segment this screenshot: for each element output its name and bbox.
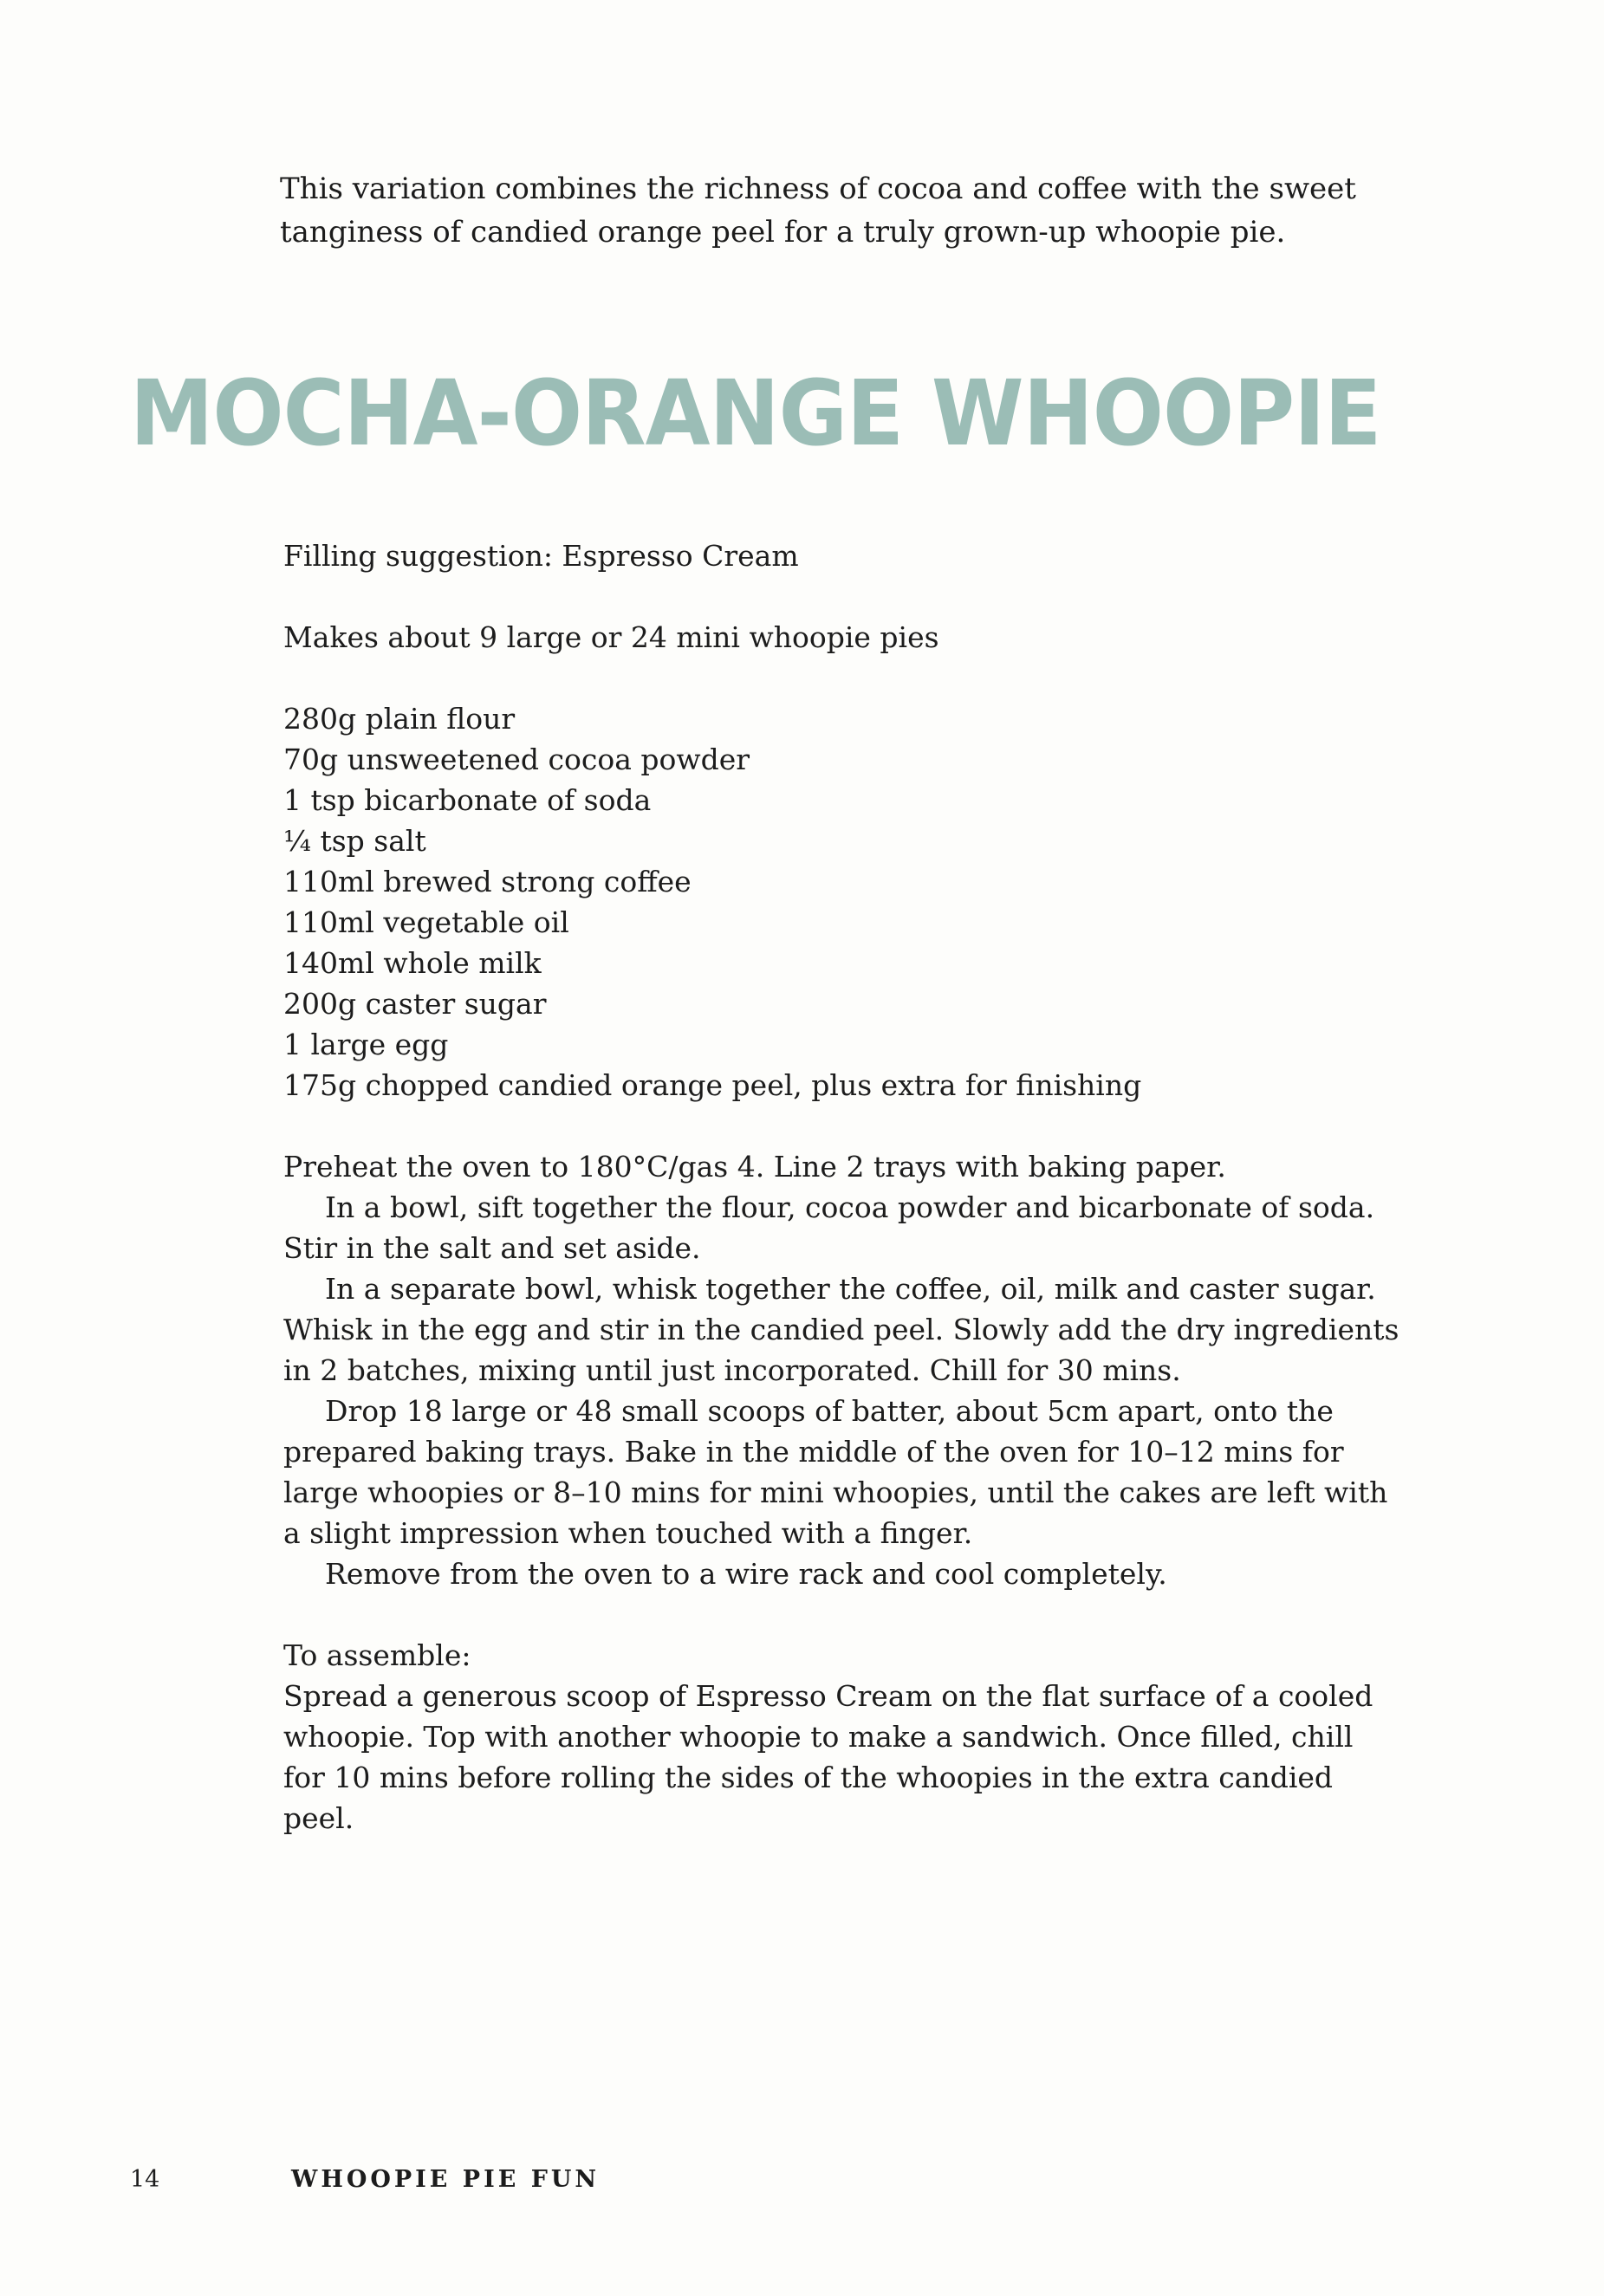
filling-suggestion: Filling suggestion: Espresso Cream bbox=[283, 539, 799, 573]
method-step: Drop 18 large or 48 small scoops of batter, about 5cm apart, onto the prepared baking trays. Bake in the middle of the oven for 10–12 mins for large whoopies or 8–10 mins for mini whoopies, until the cakes are left with a slight impression when touched with a finger. bbox=[283, 1394, 1388, 1550]
running-head: WHOOPIE PIE FUN bbox=[291, 2166, 601, 2193]
ingredient-item: 1 tsp bicarbonate of soda bbox=[283, 783, 652, 817]
assemble-text: Spread a generous scoop of Espresso Cream on the flat surface of a cooled whoopie. Top with another whoopie to make a sandwich. Once filled, chill for 10 mins before rolling the sides of the whoopies in the extra candied peel. bbox=[283, 1679, 1373, 1835]
assemble-heading: To assemble: bbox=[283, 1638, 471, 1672]
ingredient-item: 70g unsweetened cocoa powder bbox=[283, 743, 750, 776]
ingredient-item: 140ml whole milk bbox=[283, 946, 542, 980]
method-step: In a bowl, sift together the flour, cocoa powder and bicarbonate of soda. Stir in the salt and set aside. bbox=[283, 1190, 1375, 1265]
recipe-title: MOCHA-ORANGE WHOOPIE bbox=[130, 360, 1381, 466]
recipe-content bbox=[283, 535, 1401, 1839]
method-step: Preheat the oven to 180°C/gas 4. Line 2 trays with baking paper. bbox=[283, 1150, 1226, 1184]
yield-text: Makes about 9 large or 24 mini whoopie pies bbox=[283, 620, 939, 654]
assemble-section bbox=[283, 1635, 1401, 1839]
ingredient-item: ¼ tsp salt bbox=[283, 824, 426, 858]
page-number: 14 bbox=[130, 2166, 160, 2193]
ingredient-item: 280g plain flour bbox=[283, 702, 516, 736]
method-section bbox=[283, 1146, 1401, 1594]
intro-paragraph: This variation combines the richness of cocoa and coffee with the sweet tanginess of candied orange peel for a truly grown-up whoopie pie. bbox=[280, 172, 1356, 250]
ingredient-item: 110ml brewed strong coffee bbox=[283, 865, 692, 898]
ingredient-item: 110ml vegetable oil bbox=[283, 905, 569, 939]
ingredient-item: 1 large egg bbox=[283, 1028, 449, 1061]
method-step: Remove from the oven to a wire rack and cool completely. bbox=[325, 1557, 1167, 1591]
ingredient-list bbox=[283, 698, 1401, 1106]
method-step: In a separate bowl, whisk together the coffee, oil, milk and caster sugar. Whisk in the egg and stir in the candied peel. Slowly add the dry ingredients in 2 batches, mixing until just incorporated. Chill for 30 mins. bbox=[283, 1272, 1399, 1387]
ingredient-item: 175g chopped candied orange peel, plus extra for finishing bbox=[283, 1068, 1142, 1102]
page-footer bbox=[130, 2163, 737, 2197]
ingredient-item: 200g caster sugar bbox=[283, 987, 547, 1021]
